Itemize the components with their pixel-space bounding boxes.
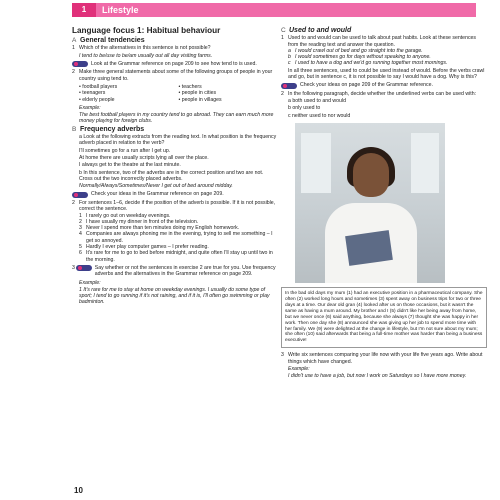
page-number: 10	[74, 486, 83, 495]
exercise-c2: 2 In the following paragraph, decide whether the underlined verbs can be used with:	[281, 90, 477, 97]
list-item: 1 I rarely go out on weekday evenings.	[79, 212, 171, 219]
chapter-number: 1	[72, 3, 96, 17]
extract-line: I'll sometimes go for a run after I get up.	[79, 147, 171, 154]
list-item: • football players	[79, 84, 179, 90]
example-text: I didn't use to have a job, but now I work on Saturdays so I have more money.	[288, 373, 467, 380]
option-item: c neither used to nor would	[288, 112, 351, 119]
list-item: • people in villages	[179, 97, 279, 103]
list-item: 4 Companies are always phoning me in the evening, trying to sell me something – I get so annoyed.	[79, 231, 273, 244]
page-title: Language focus 1: Habitual behaviour	[72, 26, 221, 35]
extract-line: I always get to the theatre at the last minute.	[79, 162, 181, 169]
example-sentence: I tend to be/use to be/am usually out all day visiting farms.	[79, 52, 213, 59]
exercise-b3: 3 Say whether or not the sentences in exercise 2 are true for you. Use frequency adverbs and the alternatives in the Grammar reference on page 209.	[72, 264, 276, 278]
right-column	[281, 26, 487, 380]
list-item: • elderly people	[79, 97, 179, 103]
exercise-c1: 1 Used to and would can be used to talk about past habits. Look at these sentences from the reading text and answer the question.	[281, 35, 477, 48]
example-label: Example:	[79, 279, 101, 286]
example-label: Example:	[79, 104, 101, 111]
section-c-heading	[281, 28, 487, 34]
list-item: • teachers	[179, 84, 279, 90]
exercise-b1b: b In this sentence, two of the adverbs are in the correct position and two are not. Cross out the two incorrectly placed adverbs.	[79, 169, 264, 182]
list-item: • people in cities	[179, 90, 279, 96]
list-item: 6 It's rare for me to go to bed before midnight, and quite often I'll stay up until two in the morning.	[79, 250, 273, 263]
exercise-c3: 3 Write six sentences comparing your life now with your life five years ago. Write about things which have changed.	[281, 352, 483, 365]
list-item: 2 I have usually my dinner in front of the television.	[79, 218, 199, 225]
section-b-heading	[72, 127, 278, 133]
list-item: 5 Hardly I ever play computer games – I prefer reading.	[79, 244, 209, 251]
example-text: The best football players in my country tend to go abroad. They can earn much more money playing for foreign clubs.	[79, 112, 274, 125]
grammar-check-a: Look at the Grammar reference on page 209 to see how tend to is used.	[72, 61, 278, 68]
check-icon	[72, 61, 88, 67]
option-item: b only used to	[288, 105, 321, 112]
left-column	[72, 26, 278, 307]
exercise-a1: 1 Which of the alternatives in this sentence is not possible?	[72, 45, 211, 52]
list-item: 3 Never I spend more than ten minutes doing my English homework.	[79, 225, 240, 232]
speaking-icon	[76, 265, 92, 271]
exercise-b1a: a Look at the following extracts from the reading text. In what position is the frequency adverb placed in relation to the verb?	[79, 134, 277, 147]
grammar-check-b: Check your ideas in the Grammar reference on page 209.	[72, 191, 278, 198]
grammar-check-c: Check your ideas on page 209 of the Grammar reference.	[281, 82, 487, 89]
list-item: a I would crawl out of bed and go straight into the garage.	[288, 47, 423, 54]
exercise-a2: 2 Make three general statements about some of the following groups of people in your country using tend to.	[72, 69, 273, 82]
section-letter: C	[281, 27, 286, 34]
section-letter: B	[72, 125, 77, 133]
option-item: a both used to and would	[288, 98, 346, 105]
section-title: Used to and would	[289, 27, 352, 34]
woman-photo	[295, 123, 445, 283]
list-item: c I used to have a dog and we'd go running together most mornings.	[288, 60, 448, 67]
section-letter: A	[72, 37, 77, 44]
section-title: General tendencies	[80, 37, 145, 44]
section-title: Frequency adverbs	[80, 125, 145, 133]
question-text: In all three sentences, used to could be used instead of would. Before the verbs crawl and go, but in sentence c, it is not possible to say I would have a dog. Why is this?	[288, 67, 485, 81]
example-text: 1 It's rare for me to stay at home on weekday evenings. I usually do some type of sport; I tend to go running if it's not raining, and if it is, I'll often go swimming or play badminton.	[79, 286, 270, 306]
list-item: • teenagers	[79, 90, 179, 96]
group-list	[79, 84, 278, 103]
check-icon	[72, 192, 88, 198]
reading-paragraph: In the bad old days my mum (1) had an executive position in a pharmaceutical company. She often (2) worked long hours and sometimes (3) spent away on business trips for two or three days at a time. Our dear old gran (4) looked after us on those occasions, but it wasn't the same as having a mum around. My brother and I (5) didn't like her being away from home, but we never once (6) said anything, because she always (7) thought she was happy in her work. Then one day she (8) announced she was giving up her job to spend more time with her family. We (9) were delighted at the change in lifestyle, but I'm not sure about my mum; she often (10) said afterwards that being a full-time mother was harder than being a business executive!	[281, 287, 487, 348]
exercise-b2: 2 For sentences 1–6, decide if the position of the adverb is possible. If it is not possible, correct the sentence.	[72, 199, 276, 213]
chapter-title: Lifestyle	[96, 3, 476, 17]
check-icon	[281, 83, 297, 89]
list-item: b I would sometimes go for days without speaking to anyone.	[288, 54, 431, 61]
section-a-heading	[72, 38, 278, 44]
chapter-header	[0, 0, 500, 18]
example-label: Example:	[288, 365, 310, 372]
example-sentence: Normally/Always/Sometimes/Never I get out of bed around midday.	[79, 183, 233, 190]
extract-line: At home there are usually scripts lying all over the place.	[79, 154, 209, 161]
